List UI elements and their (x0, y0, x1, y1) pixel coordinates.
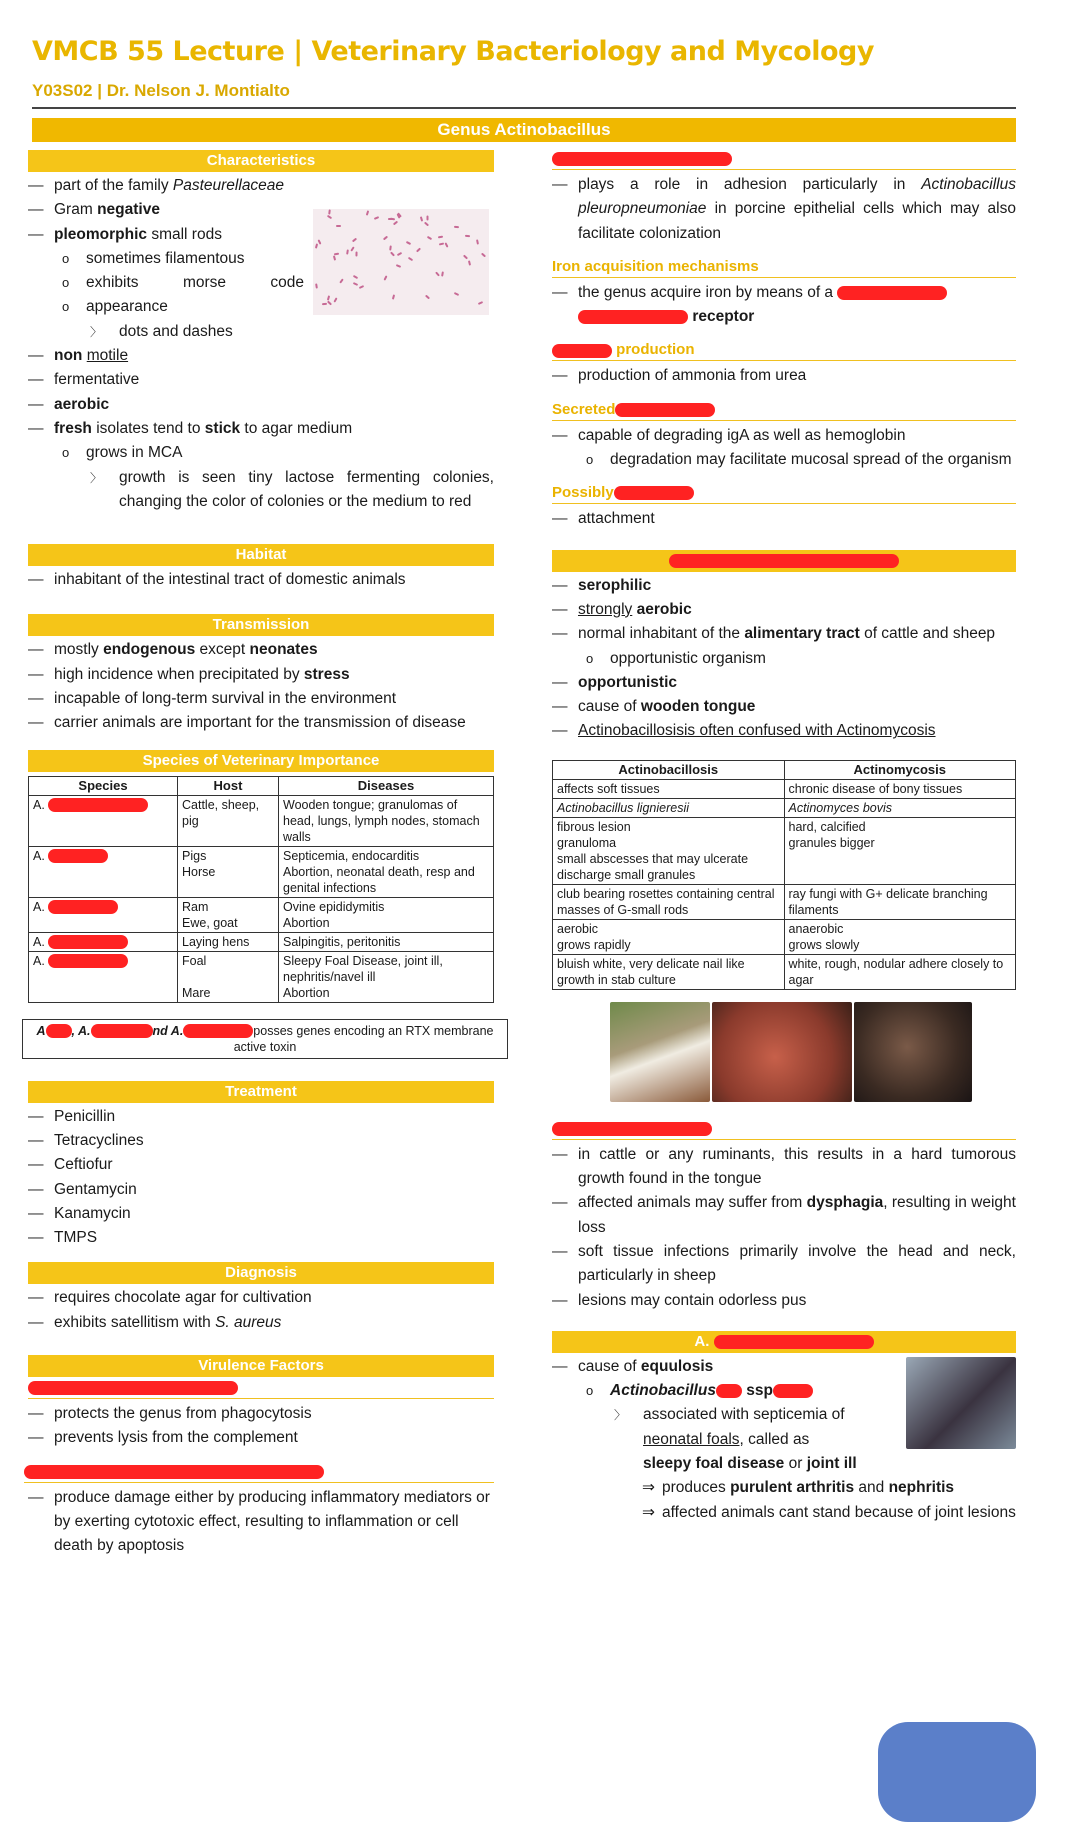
list-item (28, 271, 304, 295)
redaction (91, 1024, 153, 1038)
cell: bluish white, very delicate nail like growth in stab culture (553, 954, 785, 989)
list-item: — prevents lysis from the complement (28, 1426, 494, 1450)
bacterium-speck (476, 240, 479, 245)
diagnosis-heading: Diagnosis (28, 1262, 494, 1284)
text: nd A. (152, 1023, 184, 1038)
text: production (616, 341, 695, 359)
bacterium-speck (408, 257, 413, 261)
redaction (552, 344, 612, 358)
bacterium-speck (383, 236, 388, 241)
redaction (48, 798, 148, 812)
species-cell (29, 932, 178, 951)
list-item (28, 393, 494, 417)
text: cause of (578, 698, 641, 716)
bacterium-speck (406, 241, 411, 245)
bacterium-speck (356, 252, 358, 257)
bacterium-speck (388, 218, 393, 220)
list-item: ⇒ affected animals cant stand because of joint lesions (552, 1501, 1016, 1525)
list-item: — protects the genus from phagocytosis (28, 1402, 494, 1426)
text: normal inhabitant of the (578, 625, 745, 643)
list-item: — requires chocolate agar for cultivation (28, 1286, 494, 1310)
text: joint ill (806, 1455, 857, 1473)
list-item: — in cattle or any ruminants, this results in a hard tumorous growth found in the tongue (552, 1143, 1016, 1192)
redaction (46, 1024, 72, 1038)
diseases-cell: Ovine epididymitis Abortion (279, 897, 494, 932)
redaction (48, 900, 118, 914)
bacterium-speck (463, 255, 468, 260)
text: ssp (746, 1382, 773, 1400)
text: part of the family (54, 177, 173, 194)
text: equulosis (640, 1357, 714, 1375)
list-item (552, 281, 1016, 330)
table-header-row (553, 760, 1016, 779)
bacterium-speck (397, 252, 402, 256)
text: A. (33, 953, 45, 968)
lignieresii-heading (552, 550, 1016, 572)
cell: chronic disease of bony tissues (784, 779, 1016, 798)
host-cell: Laying hens (178, 932, 279, 951)
col-diseases: Diseases (279, 776, 494, 795)
list-item: o degradation may facilitate mucosal spread of the organism (552, 448, 1016, 472)
col-actinomycosis: Actinomycosis (784, 760, 1016, 779)
bacterium-speck (445, 242, 449, 247)
right-column (552, 150, 1016, 1525)
text: S. aureus (215, 1313, 282, 1331)
bacterium-speck (384, 275, 388, 280)
redaction (28, 1381, 238, 1395)
text: non (54, 347, 83, 365)
title-subject: Veterinary Bacteriology and Mycology (302, 36, 874, 67)
list-item: — production of ammonia from urea (552, 364, 1016, 388)
table-row (29, 897, 494, 932)
redaction (837, 286, 947, 300)
possibly-heading (552, 484, 1016, 504)
table-row (29, 795, 494, 846)
iron-heading: Iron acquisition mechanisms (552, 258, 1016, 278)
bacterium-speck (415, 248, 420, 253)
bacterium-speck (374, 216, 379, 220)
list-item: o sometimes filamentous (28, 247, 304, 271)
redaction (48, 849, 108, 863)
transmission-heading: Transmission (28, 614, 494, 636)
bacterium-speck (438, 242, 443, 245)
list-item: 〉 growth is seen tiny lactose fermenting colonies, changing the color of colonies or the medium to red (28, 466, 494, 515)
text: small rods (147, 225, 222, 243)
bacterium-speck (327, 215, 332, 219)
lesion-photos (610, 1002, 1016, 1102)
rtx-note (22, 1019, 508, 1059)
redaction (24, 1465, 324, 1479)
text: or (784, 1455, 807, 1473)
floating-action-button[interactable] (878, 1722, 1036, 1822)
list-item (552, 671, 1016, 695)
cell: club bearing rosettes containing central masses of G-small rods (553, 884, 785, 919)
table-row (553, 798, 1016, 817)
species-cell (29, 897, 178, 932)
host-cell: Ram Ewe, goat (178, 897, 279, 932)
redaction (773, 1384, 813, 1398)
bacterium-speck (420, 216, 423, 221)
bacterium-speck (477, 301, 482, 305)
text: and (854, 1479, 889, 1497)
secreted-heading (552, 401, 1016, 421)
list-item: o opportunistic organism (552, 647, 1016, 671)
bacterium-speck (396, 264, 401, 268)
list-item: — capable of degrading igA as well as hemoglobin (552, 424, 1016, 448)
header-rule (32, 107, 1016, 109)
text: of cattle and sheep (859, 625, 996, 643)
diseases-cell: Salpingitis, peritonitis (279, 932, 494, 951)
redaction (714, 1335, 874, 1349)
bacterium-speck (435, 271, 440, 276)
redaction (183, 1024, 253, 1038)
cell: fibrous lesion granuloma small abscesses that may ulcerate discharge small granules (553, 817, 785, 884)
species-heading: Species of Veterinary Importance (28, 750, 494, 772)
bacterium-speck (427, 236, 432, 240)
list-item: — Tetracyclines (28, 1129, 494, 1153)
text: called as (743, 1430, 810, 1448)
list-item (28, 198, 304, 222)
redaction (578, 310, 688, 324)
list-item: — soft tissue infections primarily involve the head and neck, particularly in sheep (552, 1240, 1016, 1289)
text: isolates tend to (91, 419, 205, 437)
bacterium-speck (334, 297, 338, 302)
text: in porcine epithelial cells which may also facilitate colonization (578, 200, 1016, 242)
text: mostly (54, 641, 104, 659)
bacterium-speck (393, 220, 398, 225)
treatment-heading: Treatment (28, 1081, 494, 1103)
text: the genus acquire iron by means of a (578, 283, 834, 301)
diseases-cell: Septicemia, endocarditis Abortion, neonatal death, resp and genital infections (279, 846, 494, 897)
bacterium-speck (359, 285, 364, 289)
title-course: VMCB 55 Lecture | (32, 36, 303, 67)
bacterium-speck (321, 303, 326, 305)
tongue-lesion-photo (712, 1002, 852, 1102)
cell: affects soft tissues (553, 779, 785, 798)
equuli-block (552, 1355, 1016, 1525)
bacterium-speck (350, 247, 354, 252)
redaction (614, 486, 694, 500)
gram-stain-micrograph (313, 209, 489, 315)
list-item (552, 574, 1016, 598)
table-row (553, 884, 1016, 919)
list-item: — Actinobacillosisis often confused with Actinomycosis (552, 719, 1016, 743)
bacterium-speck (426, 215, 428, 220)
species-cell (29, 846, 178, 897)
redaction (48, 935, 128, 949)
text: neonatal foals, (643, 1430, 744, 1448)
list-item (28, 663, 494, 687)
virulence-sub-2 (24, 1463, 494, 1483)
characteristics-list (28, 174, 304, 344)
table-header-row (29, 776, 494, 795)
bacterium-speck (468, 260, 471, 265)
text: to agar medium (240, 419, 353, 437)
text: stress (303, 665, 350, 683)
list-item: — Penicillin (28, 1105, 494, 1129)
cell: aerobic grows rapidly (553, 919, 785, 954)
diseases-cell: Wooden tongue; granulomas of head, lungs, lymph nodes, stomach walls (279, 795, 494, 846)
bacterium-speck (424, 221, 429, 226)
diseases-cell: Sleepy Foal Disease, joint ill, nephritis/navel ill Abortion (279, 951, 494, 1002)
text: motile (86, 347, 129, 365)
list-item: — lesions may contain odorless pus (552, 1289, 1016, 1313)
list-item (28, 174, 494, 198)
text: fresh (54, 419, 92, 437)
table-row (29, 846, 494, 897)
text: A. (33, 899, 45, 914)
text: nephritis (888, 1479, 955, 1497)
bacterium-speck (332, 255, 335, 260)
text: receptor (692, 308, 755, 326)
host-cell: Foal Mare (178, 951, 279, 1002)
bacterium-speck (328, 209, 331, 214)
redaction (552, 1122, 712, 1136)
bacterium-speck (481, 252, 486, 257)
bacterium-speck (425, 295, 430, 300)
list-item (28, 1311, 494, 1335)
species-table (28, 776, 494, 1003)
list-item: — carrier animals are important for the transmission of disease (28, 711, 494, 735)
bacterium-speck (389, 245, 392, 250)
text: stick (204, 419, 241, 437)
list-item: — Ceftiofur (28, 1153, 494, 1177)
virulence-sub-1 (28, 1379, 494, 1399)
bacterium-speck (465, 235, 470, 237)
list-item (552, 173, 1016, 246)
virulence-heading: Virulence Factors (28, 1355, 494, 1377)
bacterium-speck (339, 278, 344, 283)
text: , resulting in weight loss (578, 1194, 1016, 1236)
list-item: 〉 dots and dashes (28, 320, 304, 344)
document-subtitle: Y03S02 | Dr. Nelson J. Montialto (32, 81, 290, 100)
text: opportunistic (578, 673, 678, 691)
text: dysphagia (806, 1194, 884, 1212)
text: A. (33, 934, 45, 949)
text: cause of (578, 1357, 641, 1375)
text: Secreted (552, 400, 616, 418)
bacterium-speck (346, 249, 349, 254)
left-column (28, 150, 494, 1559)
nodular-lesion-photo (854, 1002, 972, 1102)
text: appearance (86, 298, 168, 316)
bacterium-speck (318, 240, 322, 245)
host-cell: Cattle, sheep, pig (178, 795, 279, 846)
table-row (29, 932, 494, 951)
list-item (28, 417, 494, 441)
text: pleomorphic (54, 225, 148, 243)
cell: white, rough, nodular adhere closely to agar (784, 954, 1016, 989)
list-item: — TMPS (28, 1226, 494, 1250)
text: A. (33, 848, 45, 863)
bacterium-speck (315, 243, 318, 248)
col-species: Species (29, 776, 178, 795)
text: wooden tongue (640, 698, 756, 716)
list-item (552, 622, 1016, 646)
text: Gram (54, 201, 98, 219)
text: affected animals may suffer from (578, 1194, 807, 1212)
list-item: — attachment (552, 507, 1016, 531)
urease-heading (552, 341, 1016, 361)
host-cell: Pigs Horse (178, 846, 279, 897)
cell: hard, calcified granules bigger (784, 817, 1016, 884)
text: exhibits morse code (86, 274, 304, 292)
text: posses genes encoding an RTX membrane active toxin (233, 1023, 494, 1054)
bacterium-speck (352, 237, 357, 242)
table-row (553, 779, 1016, 798)
document-header (32, 36, 1016, 109)
habitat-heading: Habitat (28, 544, 494, 566)
bacterium-speck (316, 283, 319, 288)
text: A. (694, 1332, 710, 1350)
list-item: — Kanamycin (28, 1202, 494, 1226)
cell: anaerobic grows slowly (784, 919, 1016, 954)
list-item (552, 1355, 1016, 1379)
gram-stain: negative (97, 201, 160, 219)
cell: ray fungi with G+ delicate branching filaments (784, 884, 1016, 919)
comparison-table (552, 760, 1016, 990)
text: strongly (578, 600, 633, 618)
text: alimentary tract (744, 625, 860, 643)
text: aerobic (54, 395, 110, 413)
document-title (32, 36, 1016, 67)
text: , A. (71, 1023, 91, 1038)
table-row (29, 951, 494, 1002)
text: aerobic (636, 600, 692, 618)
bacterium-speck (336, 225, 341, 227)
table-row (553, 919, 1016, 954)
list-item (552, 1403, 1016, 1427)
text: endogenous (103, 641, 196, 659)
text: exhibits satellitism with (54, 1313, 216, 1331)
wooden-tongue-heading (552, 1120, 1016, 1140)
cell: Actinomyces bovis (784, 798, 1016, 817)
list-item: — inhabitant of the intestinal tract of domestic animals (28, 568, 494, 592)
bacterium-speck (438, 235, 443, 238)
table-row (553, 954, 1016, 989)
list-item (552, 1191, 1016, 1240)
text: high incidence when precipitated by (54, 665, 304, 683)
text: neonates (249, 641, 318, 659)
list-item: o grows in MCA (28, 441, 494, 465)
text: produces (662, 1479, 731, 1497)
redaction (716, 1384, 742, 1398)
cattle-photo (610, 1002, 710, 1102)
equuli-heading (552, 1331, 1016, 1353)
text: Possibly (552, 484, 614, 502)
text: plays a role in adhesion particularly in (578, 176, 922, 193)
text: serophilic (578, 576, 652, 594)
list-item-cont (28, 295, 304, 319)
genus-banner: Genus Actinobacillus (32, 118, 1016, 142)
text: associated with septicemia of (643, 1406, 845, 1424)
list-item (552, 695, 1016, 719)
text: Actinobacillus pleuropneumoniae (578, 176, 1016, 218)
bacterium-speck (454, 226, 459, 229)
bacterium-speck (441, 271, 444, 276)
list-item: — Gentamycin (28, 1178, 494, 1202)
bacterium-speck (390, 251, 395, 256)
adhesin-heading (552, 150, 1016, 170)
species-cell (29, 951, 178, 1002)
text: sleepy foal disease (643, 1455, 785, 1473)
col-actinobacillosis: Actinobacillosis (553, 760, 785, 779)
characteristics-heading: Characteristics (28, 150, 494, 172)
redaction (48, 954, 128, 968)
cell: Actinobacillus lignieresii (553, 798, 785, 817)
text: except (195, 641, 250, 659)
bacterium-speck (454, 292, 459, 296)
list-item (552, 598, 1016, 622)
list-item (552, 1476, 1016, 1500)
list-item (28, 344, 494, 368)
bacterium-speck (391, 295, 394, 300)
list-item: — incapable of long-term survival in the environment (28, 687, 494, 711)
text: purulent arthritis (730, 1479, 855, 1497)
bacterium-speck (353, 282, 358, 286)
table-row (553, 817, 1016, 884)
redaction (615, 403, 715, 417)
col-host: Host (178, 776, 279, 795)
bacterium-speck (327, 300, 332, 305)
bacterium-speck (353, 275, 358, 279)
redaction (669, 554, 899, 568)
list-item-cont (552, 1452, 1016, 1476)
text: A (36, 1023, 46, 1038)
family-name: Pasteurellaceae (172, 177, 285, 194)
text: A. (33, 797, 45, 812)
list-item (28, 638, 494, 662)
list-item: — produce damage either by producing inflammatory mediators or by exerting cytotoxic effect, resulting to inflammation or cell death by apoptosis (28, 1486, 494, 1559)
redaction (552, 152, 732, 166)
bacterium-speck (365, 210, 368, 215)
list-item (28, 223, 304, 247)
species-cell (29, 795, 178, 846)
text: Actinobacillus (610, 1382, 716, 1400)
list-item (552, 1379, 1016, 1403)
list-item: — fermentative (28, 368, 494, 392)
